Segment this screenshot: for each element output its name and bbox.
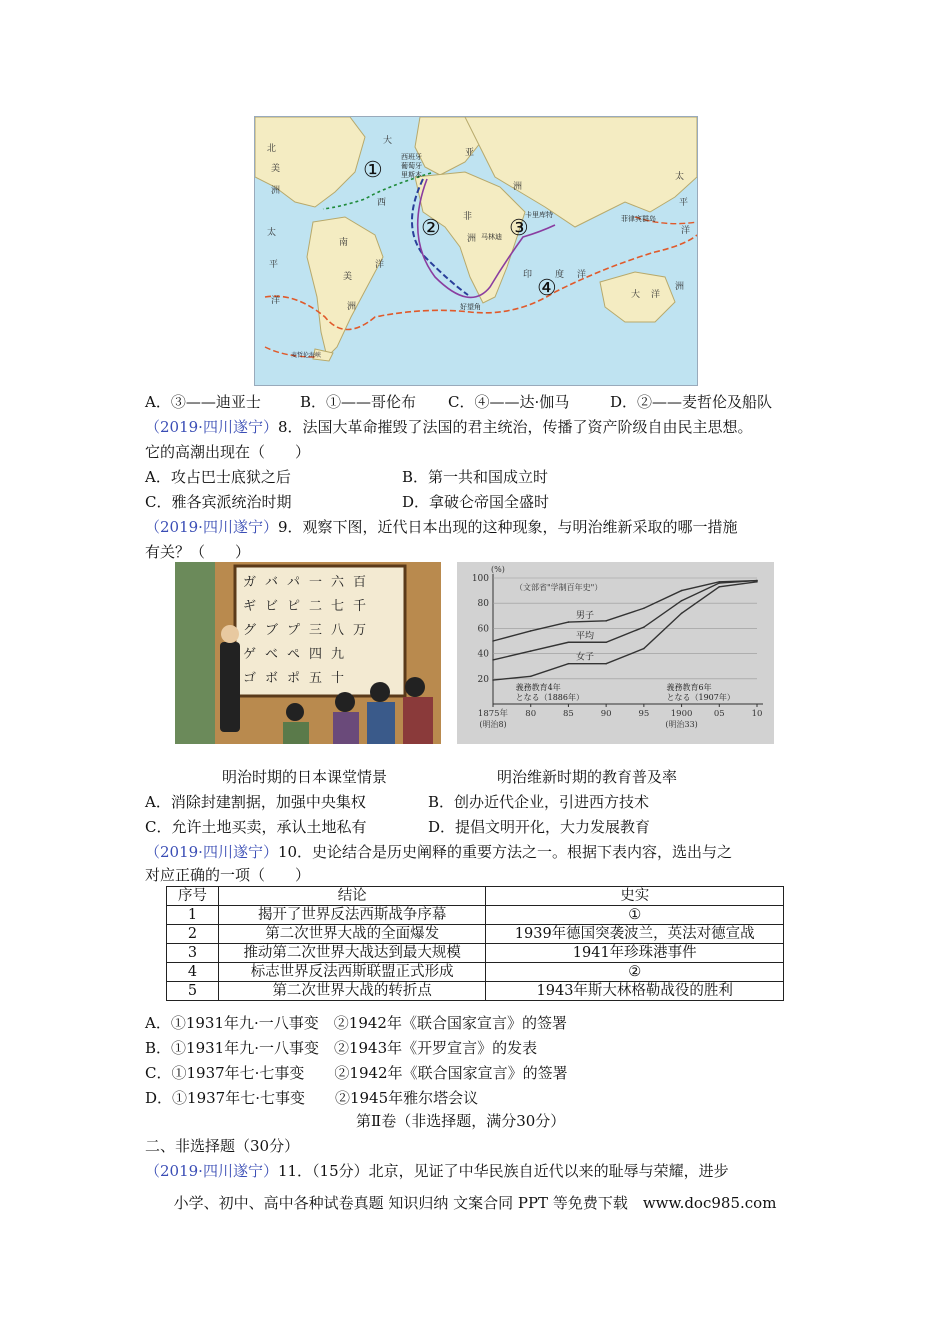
history-table xyxy=(166,886,784,1001)
classroom-kana-char: プ xyxy=(287,623,301,638)
south-america-char-1: 南 xyxy=(339,238,349,248)
classroom-kana-char: 三 xyxy=(309,623,323,638)
pacific-right-char-2: 平 xyxy=(679,198,689,208)
q8-option-b: B．第一共和国成立时 xyxy=(402,468,549,486)
table-cell: 揭开了世界反法西斯战争序幕 xyxy=(218,906,486,925)
table-row xyxy=(167,982,784,1001)
table-cell: 推动第二次世界大战达到最大规模 xyxy=(218,944,486,963)
route-1-label: ① xyxy=(363,158,383,183)
q8-source: （2019·四川遂宁） xyxy=(145,418,278,436)
classroom-kana-char: パ xyxy=(287,575,301,590)
lisbon-label: 里斯本 xyxy=(401,171,422,179)
portugal-label: 葡萄牙 xyxy=(401,162,422,170)
table-cell: ① xyxy=(486,906,784,925)
table-row xyxy=(167,963,784,982)
series-point xyxy=(643,607,645,609)
q10-option-a: A．①1931年九·一八事变 ②1942年《联合国家宣言》的签署 xyxy=(145,1014,567,1032)
route-4-label: ④ xyxy=(537,276,557,301)
table-row xyxy=(167,925,784,944)
table-cell: 第二次世界大战的转折点 xyxy=(218,982,486,1001)
y-tick-label: 60 xyxy=(477,624,489,635)
classroom-kana-char: 十 xyxy=(331,671,345,686)
table-header-cell: 结论 xyxy=(218,887,486,906)
q9-option-a: A．消除封建割据，加强中央集权 xyxy=(145,793,366,811)
series-point xyxy=(681,612,683,614)
annotation-text: 義務教育4年 xyxy=(515,683,561,692)
table-header-cell: 序号 xyxy=(167,887,219,906)
q8-option-d: D．拿破仑帝国全盛时 xyxy=(402,493,550,511)
table-cell: 第二次世界大战的全面爆发 xyxy=(218,925,486,944)
classroom-kana-char: 百 xyxy=(353,575,367,590)
pacific-left-char-3: 洋 xyxy=(271,296,281,306)
pacific-left-char-2: 平 xyxy=(269,260,279,270)
south-america-char-3: 洲 xyxy=(347,302,357,312)
asia-char-2: 洲 xyxy=(513,182,523,192)
series-label: 男子 xyxy=(575,611,594,622)
q10-stem-line-2: 对应正确的一项（ ） xyxy=(145,866,311,884)
north-america-char-2: 美 xyxy=(271,164,281,174)
series-point xyxy=(756,581,758,583)
classroom-kana-char: ボ xyxy=(265,671,279,686)
q8-stem-line-1 xyxy=(145,416,753,438)
series-point xyxy=(492,640,494,642)
series-point xyxy=(718,582,720,584)
table-cell: 4 xyxy=(167,963,219,982)
magellan-strait-label: 麦哲伦海峡 xyxy=(291,352,322,359)
classroom-kana-char: 八 xyxy=(331,623,345,638)
route-3-label: ③ xyxy=(509,216,529,241)
classroom-kana-char: 一 xyxy=(309,575,323,590)
route-2-label: ② xyxy=(421,216,441,241)
africa-char-1: 非 xyxy=(463,212,473,222)
series-point xyxy=(681,600,683,602)
q10-option-d: D．①1937年七·七事变 ②1945年雅尔塔会议 xyxy=(145,1089,479,1107)
chart-title: （文部省"学制百年史"） xyxy=(515,583,603,592)
table-cell: 2 xyxy=(167,925,219,944)
table-cell: 标志世界反法西斯联盟正式形成 xyxy=(218,963,486,982)
y-tick-label: 40 xyxy=(477,649,489,660)
q9-stem-1: 9．观察下图，近代日本出现的这种现象，与明治维新采取的哪一措施 xyxy=(277,518,738,536)
y-tick-label: 100 xyxy=(471,574,489,584)
classroom-kana-char: 六 xyxy=(331,575,345,590)
atlantic-char-2: 西 xyxy=(377,198,387,208)
classroom-kana-char: ブ xyxy=(265,623,279,638)
x-tick-label: 90 xyxy=(600,709,612,719)
table-cell: 3 xyxy=(167,944,219,963)
q9-option-d: D．提倡文明开化，大力发展教育 xyxy=(428,818,651,836)
atlantic-char-3: 洋 xyxy=(375,260,385,270)
q9-stem-line-1 xyxy=(145,516,738,538)
south-america-char-2: 美 xyxy=(343,272,353,282)
x-sub-label: (明治8) xyxy=(479,720,507,729)
classroom-kana-char: グ xyxy=(243,623,257,638)
map-svg xyxy=(255,117,697,385)
classroom-kana-char: 五 xyxy=(309,671,323,686)
classroom-kana-char: 万 xyxy=(353,623,367,638)
classroom-kana-char: 二 xyxy=(309,599,323,614)
series-point xyxy=(492,679,494,681)
series-point xyxy=(605,620,607,622)
philippines-label: 菲律宾群岛 xyxy=(621,215,656,223)
classroom-kana-char: バ xyxy=(265,575,279,590)
calicut-label: 卡里库特 xyxy=(525,211,553,219)
series-point xyxy=(568,621,570,623)
part2-title: 第Ⅱ卷（非选择题，满分30分） xyxy=(356,1112,566,1130)
series-point xyxy=(530,630,532,632)
q9-stem-line-2: 有关？（ ） xyxy=(145,543,251,561)
series-point xyxy=(530,650,532,652)
indian-char-2: 度 xyxy=(555,270,565,280)
series-point xyxy=(492,659,494,661)
pacific-left-char-1: 太 xyxy=(267,228,277,238)
q10-source: （2019·四川遂宁） xyxy=(145,843,278,861)
page-footer: 小学、初中、高中各种试卷真题 知识归纳 文案合同 PPT 等免费下载 www.doc985.com xyxy=(173,1194,777,1212)
q11-stem: 11．（15分）北京，见证了中华民族自近代以来的耻辱与荣耀，进步 xyxy=(277,1162,729,1180)
table-cell: 1943年斯大林格勒战役的胜利 xyxy=(486,982,784,1001)
table-header-cell: 史实 xyxy=(486,887,784,906)
north-america-char-1: 北 xyxy=(267,144,277,154)
classroom-kana-char: 七 xyxy=(331,599,345,614)
pacific-right-char-3: 洋 xyxy=(681,226,691,236)
africa-char-2: 洲 xyxy=(467,234,477,244)
x-tick-label: 95 xyxy=(638,709,650,719)
table-row xyxy=(167,944,784,963)
classroom-kana-char: ギ xyxy=(243,599,257,614)
x-tick-label: 05 xyxy=(713,709,725,719)
classroom-kana-char: ゲ xyxy=(243,647,257,662)
x-tick-label: 85 xyxy=(563,709,574,719)
voyages-map xyxy=(254,116,698,386)
q10-option-b: B．①1931年九·一八事变 ②1943年《开罗宣言》的发表 xyxy=(145,1039,538,1057)
series-point xyxy=(643,626,645,628)
q10-stem-line-1 xyxy=(145,841,732,863)
table-cell: ② xyxy=(486,963,784,982)
table-cell: 5 xyxy=(167,982,219,1001)
series-point xyxy=(605,641,607,643)
annotation-text: となる（1907年） xyxy=(666,693,735,702)
indian-char-1: 印 xyxy=(523,270,533,280)
series-point xyxy=(568,663,570,665)
classroom-kana-char: 千 xyxy=(353,599,367,614)
australia-char-3: 洲 xyxy=(675,282,685,292)
north-america-char-3: 洲 xyxy=(271,186,281,196)
q7-option-b: B．①——哥伦布 xyxy=(300,393,417,411)
table-row xyxy=(167,906,784,925)
indian-char-3: 洋 xyxy=(577,270,587,280)
classroom-kana-char: ビ xyxy=(265,599,279,614)
q10-stem-1: 10．史论结合是历史阐释的重要方法之一。根据下表内容，选出与之 xyxy=(277,843,733,861)
q7-option-c: C．④——达·伽马 xyxy=(448,393,570,411)
q8-option-a: A．攻占巴士底狱之后 xyxy=(145,468,291,486)
series-point xyxy=(568,641,570,643)
series-point xyxy=(718,586,720,588)
y-tick-label: 80 xyxy=(477,599,489,610)
part2-heading: 二、非选择题（30分） xyxy=(145,1137,300,1155)
x-tick-label: 80 xyxy=(525,709,537,719)
series-label: 女子 xyxy=(575,652,594,663)
x-tick-label: 10 xyxy=(751,709,763,719)
pacific-right-char-1: 太 xyxy=(675,172,685,182)
x-tick-label: 1875年 xyxy=(477,709,509,719)
q9-source: （2019·四川遂宁） xyxy=(145,518,278,536)
classroom-svg xyxy=(175,562,441,744)
annotation-text: 義務教育6年 xyxy=(666,683,712,692)
malindi-label: 马林迪 xyxy=(481,233,502,241)
spain-label: 西班牙 xyxy=(401,153,422,161)
education-chart-svg xyxy=(457,562,774,744)
education-chart xyxy=(457,562,774,744)
classroom-kana-char: ピ xyxy=(287,599,301,614)
q10-option-c: C．①1937年七·七事变 ②1942年《联合国家宣言》的签署 xyxy=(145,1064,568,1082)
x-sub-label: (明治33) xyxy=(665,720,698,729)
asia-char-1: 亚 xyxy=(465,148,475,158)
table-header-row xyxy=(167,887,784,906)
q11-stem-line xyxy=(145,1160,729,1182)
classroom-kana-char: 九 xyxy=(331,647,345,662)
series-point xyxy=(681,590,683,592)
cape-label: 好望角 xyxy=(460,303,481,311)
classroom-kana-char: ベ xyxy=(265,647,279,662)
series-label: 平均 xyxy=(575,631,594,642)
q9-option-b: B．创办近代企业，引进西方技术 xyxy=(428,793,650,811)
caption-education-chart: 明治维新时期的教育普及率 xyxy=(497,768,678,786)
series-point xyxy=(643,648,645,650)
classroom-kana-char: ガ xyxy=(243,575,257,590)
classroom-illustration xyxy=(175,562,441,744)
atlantic-char-1: 大 xyxy=(383,136,393,146)
series-point xyxy=(530,675,532,677)
classroom-kana-char: ペ xyxy=(287,647,301,662)
q8-option-c: C．雅各宾派统治时期 xyxy=(145,493,292,511)
q8-stem-line-2: 它的高潮出现在（ ） xyxy=(145,443,311,461)
q9-option-c: C．允许土地买卖，承认土地私有 xyxy=(145,818,367,836)
classroom-kana-char: 四 xyxy=(309,647,323,662)
y-unit-label: (%) xyxy=(491,565,505,574)
y-tick-label: 20 xyxy=(477,674,489,685)
caption-classroom: 明治时期的日本课堂情景 xyxy=(222,768,388,786)
table-cell: 1939年德国突袭波兰，英法对德宣战 xyxy=(486,925,784,944)
classroom-kana-char: ポ xyxy=(287,671,301,686)
classroom-kana-char: ゴ xyxy=(243,671,257,686)
australia-char-1: 大 xyxy=(631,290,641,300)
q7-option-a: A．③——迪亚士 xyxy=(145,393,261,411)
series-point xyxy=(605,663,607,665)
q7-option-d: D．②——麦哲伦及船队 xyxy=(610,393,773,411)
australia-char-2: 洋 xyxy=(651,290,661,300)
table-cell: 1941年珍珠港事件 xyxy=(486,944,784,963)
annotation-text: となる（1886年） xyxy=(515,693,584,702)
x-tick-label: 1900 xyxy=(670,709,693,719)
q11-source: （2019·四川遂宁） xyxy=(145,1162,278,1180)
q8-stem-1: 8．法国大革命摧毁了法国的君主统治，传播了资产阶级自由民主思想。 xyxy=(277,418,753,436)
table-cell: 1 xyxy=(167,906,219,925)
